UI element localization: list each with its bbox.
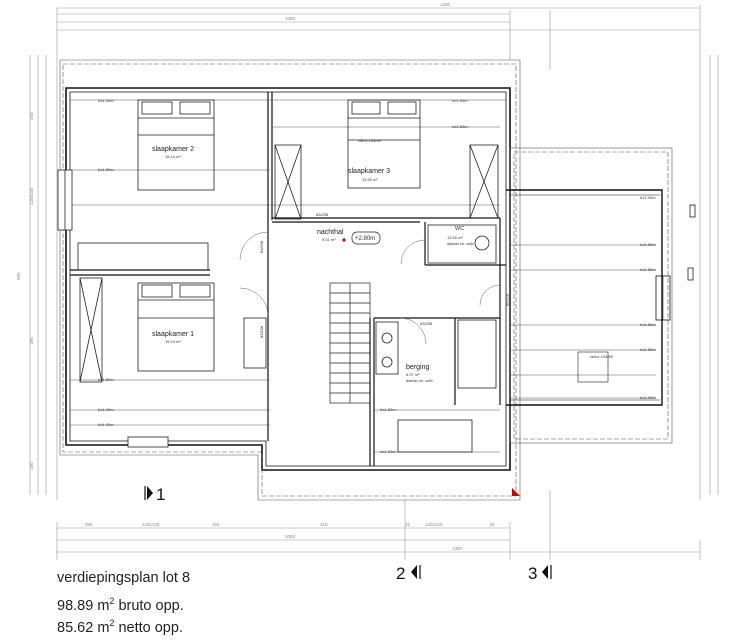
dim-bottom-6: 120x130 (425, 522, 443, 527)
section-marker-1 (145, 485, 165, 504)
door-label-5: 83/208 (505, 294, 510, 307)
dim-bottom-total-2: 1350 (452, 546, 463, 551)
bruto-area-value: 98.89 m (57, 597, 110, 614)
bruto-area-label: bruto opp. (114, 597, 184, 614)
height-mark-6: h≥1.00m (98, 407, 114, 412)
room-name-slaapkamer-3: slaapkamer 3 (348, 168, 391, 175)
height-mark-13: h≥1.80m (640, 322, 656, 327)
height-mark-12: h≥1.80m (640, 267, 656, 272)
room-area-nachthal: 9.01 m² (322, 237, 336, 242)
section-marker-2 (396, 564, 420, 583)
section-marker-2-label: 2 (396, 564, 406, 583)
dim-bottom-4: 318 (320, 522, 328, 527)
staircase (330, 283, 370, 403)
dim-left-4: 180 (29, 337, 34, 345)
sinks (376, 322, 398, 374)
room-name-berging: berging (406, 364, 430, 371)
height-mark-14: h≥1.50m (640, 347, 656, 352)
height-mark-1: h≥1.00m (98, 98, 114, 103)
dimension-lines-top (57, 5, 700, 500)
outer-walls (60, 60, 520, 500)
level-marker (342, 238, 345, 241)
dim-top-right: 1350 (440, 2, 451, 7)
room-area-slaapkamer-2: 15.10 m² (165, 154, 181, 159)
height-mark-3: h≥1.00m (452, 98, 468, 103)
dim-bottom-7: 81 (490, 522, 496, 527)
door-label-2: 83/208 (420, 321, 433, 326)
height-mark-5: h≥1.80m (98, 377, 114, 382)
height-mark-10: h≥1.00m (640, 195, 656, 200)
velux-label: velux 134/98 (590, 354, 613, 359)
room-name-slaapkamer-2: slaapkamer 2 (152, 146, 195, 153)
room-area-berging: 6.07 m² (406, 372, 420, 377)
netto-area (57, 614, 183, 637)
dim-bottom-total: 1000 (285, 534, 296, 539)
door-label-1: 83/208 (316, 212, 329, 217)
room-name-nachthal: nachthal (317, 229, 344, 236)
bruto-area (57, 592, 184, 615)
bed-slaapkamer-2 (138, 100, 214, 190)
dim-left-5: 100 (29, 462, 34, 470)
netto-area-unit-exponent: 2 (109, 618, 115, 628)
section-marker-1-label: 1 (156, 485, 166, 504)
room-note-berging: dakbel ch. wdb (406, 378, 433, 383)
room-area-wc: 13.50 m² (447, 235, 463, 240)
height-mark-11: h≥1.50m (640, 242, 656, 247)
section-marker-3 (528, 564, 551, 583)
room-name-slaapkamer-1: slaapkamer 1 (152, 331, 195, 338)
dim-bottom-5: 22 (405, 522, 411, 527)
height-mark-2: h≥1.50m (98, 167, 114, 172)
plan-title: verdiepingsplan lot 8 (57, 570, 191, 586)
bruto-area-unit-exponent: 2 (109, 596, 115, 606)
height-badge-label: +2.80m (355, 236, 376, 242)
height-mark-8: h≥1.80m (380, 407, 396, 412)
door-label-3: 83/208 (259, 240, 264, 253)
room-note-wc: dakbel ch. wdb (447, 241, 474, 246)
netto-area-label: netto opp. (114, 619, 183, 636)
room-area-slaapkamer-1: 15.10 m² (165, 339, 181, 344)
dim-left-2: 120x150 (29, 187, 34, 205)
height-mark-4: h≥1.50m (452, 124, 468, 129)
dim-bottom-2: 120x130 (142, 522, 160, 527)
height-mark-9: h≥1.00m (380, 449, 396, 454)
dim-left-1: 250 (29, 112, 34, 120)
dim-top-total: 1000 (285, 16, 296, 21)
dim-bottom-3: 152 (212, 522, 220, 527)
door-label-4: 83/208 (259, 325, 264, 338)
dim-bottom-1: 358 (85, 522, 93, 527)
height-mark-7: h≥1.00m (98, 422, 114, 427)
room-area-slaapkamer-3: 13.90 m² (362, 177, 378, 182)
dim-left-3: 980 (16, 272, 21, 280)
wardrobes (78, 145, 498, 452)
velux-label-2: velux 134/98 (358, 138, 381, 143)
room-name-wc: WC (455, 226, 465, 232)
section-marker-3-label: 3 (528, 564, 538, 583)
height-mark-15: h≥1.00m (640, 395, 656, 400)
bed-slaapkamer-1 (138, 283, 214, 371)
netto-area-value: 85.62 m (57, 619, 110, 636)
